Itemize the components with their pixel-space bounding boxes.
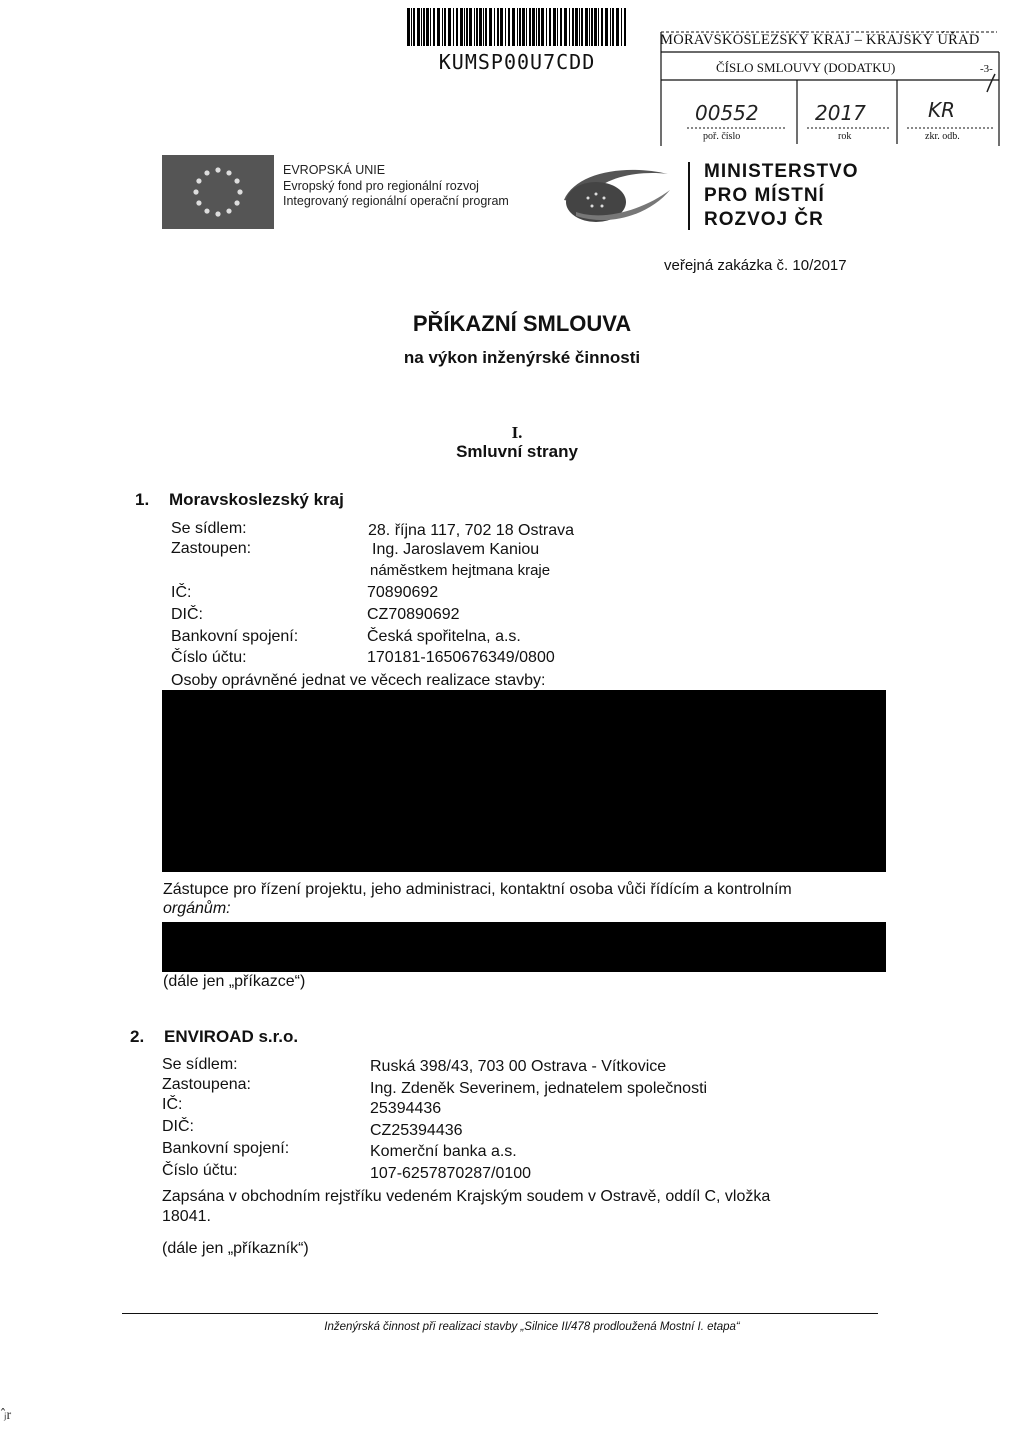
party-2-rep-label: Zastoupena: [162, 1076, 251, 1093]
party-2-ic: 25394436 [370, 1100, 442, 1117]
stamp-year: 2017 [815, 101, 866, 125]
barcode-bar [549, 8, 551, 46]
eu-star-icon [215, 211, 220, 216]
stamp-page-mark: -3- [980, 63, 993, 75]
eu-star-icon [237, 189, 242, 194]
party-1-ic: 70890692 [367, 584, 439, 601]
section-title: Smluvní strany [456, 442, 578, 461]
barcode-bar [553, 8, 556, 46]
barcode-bar [601, 8, 603, 46]
barcode-bar [479, 8, 482, 46]
party-2-register-line-2: 18041. [162, 1208, 211, 1225]
barcode-bar [572, 8, 574, 46]
document-subtitle: na výkon inženýrské činnosti [403, 348, 641, 367]
party-1-rep-label: Zastoupen: [171, 540, 252, 557]
party-1-acct: 170181-1650676349/0800 [367, 649, 555, 666]
ministry-divider [688, 162, 690, 230]
ministry-line-3: ROZVOJ ČR [704, 209, 824, 230]
barcode-bar [564, 8, 567, 46]
barcode-bar [579, 8, 580, 46]
barcode-bar [497, 8, 499, 46]
party-1-rep-role: náměstkem hejtmana kraje [370, 562, 551, 579]
barcode-bar [517, 8, 518, 46]
barcode-bar [423, 8, 425, 46]
party-1-dic-label: DIČ: [171, 606, 203, 623]
party-1-authorized: Osoby oprávněné jednat ve věcech realizace stavby: [171, 672, 546, 689]
barcode-bar [585, 8, 588, 46]
barcode-bar [581, 8, 583, 46]
party-1-bank-label: Bankovní spojení: [171, 628, 299, 645]
tender-number: veřejná zakázka č. 10/2017 [664, 257, 847, 274]
barcode-bar [532, 8, 535, 46]
party-2-seat-label: Se sídlem: [162, 1056, 238, 1073]
party-2-name: ENVIROAD s.r.o. [164, 1027, 299, 1046]
barcode-bar [483, 8, 484, 46]
stamp-label-number: poř. číslo [703, 131, 741, 142]
ministry-line-2: PRO MÍSTNÍ [704, 185, 825, 206]
party-1-dic: CZ70890692 [367, 606, 460, 623]
stamp-title: MORAVSKOSLEZSKÝ KRAJ – KRAJSKÝ ÚŘAD [660, 32, 980, 48]
barcode-bar [591, 8, 593, 46]
redaction-block [162, 690, 886, 872]
party-1-number: 1. [135, 490, 150, 509]
party-1-seat: 28. října 117, 702 18 Ostrava [368, 522, 575, 539]
party-2-acct-label: Číslo účtu: [162, 1162, 238, 1179]
footer-text: Inženýrská činnost při realizaci stavby „Silnice II/478 prodloužená Mostní I. etapa“ [324, 1321, 740, 1333]
party-2-register-line-1: Zapsána v obchodním rejstříku vedeném Krajským soudem v Ostravě, oddíl C, vložka [162, 1188, 771, 1205]
eu-star-icon [204, 208, 209, 213]
barcode-bar [489, 8, 492, 46]
party-2-dic-label: DIČ: [162, 1118, 194, 1135]
stamp-dept: KR [928, 98, 956, 122]
barcode-bar [456, 8, 458, 46]
eu-star-icon [204, 170, 209, 175]
party-2-bank: Komerční banka a.s. [370, 1143, 517, 1160]
barcode-bar [560, 8, 562, 46]
redaction-block [162, 922, 886, 972]
eu-flag-icon [162, 155, 274, 229]
eu-star-icon [226, 170, 231, 175]
eu-star-icon [196, 200, 201, 205]
barcode-bar [522, 8, 525, 46]
barcode-bar [598, 8, 599, 46]
barcode-bar [411, 8, 412, 46]
eu-line-1: EVROPSKÁ UNIE [283, 163, 386, 177]
barcode-bar [464, 8, 465, 46]
barcode-bar [505, 8, 506, 46]
barcode-bar [538, 8, 540, 46]
barcode-bar [536, 8, 537, 46]
barcode [405, 8, 629, 46]
ministry-name [704, 160, 859, 232]
barcode-bar [569, 8, 570, 46]
eu-line-2: Evropský fond pro regionální rozvoj [283, 178, 479, 193]
party-2-bank-label: Bankovní spojení: [162, 1140, 290, 1157]
eu-star-icon [196, 178, 201, 183]
party-1-name: Moravskoslezský kraj [169, 490, 344, 509]
party-1-alias: (dále jen „příkazce“) [163, 973, 306, 990]
barcode-bar [433, 8, 435, 46]
barcode-bar [526, 8, 527, 46]
eu-program-text [283, 163, 509, 210]
barcode-bar [460, 8, 463, 46]
barcode-bar [426, 8, 429, 46]
stamp-subtitle: ČÍSLO SMLOUVY (DODATKU) [716, 60, 896, 75]
barcode-bar [519, 8, 521, 46]
barcode-bar [616, 8, 619, 46]
barcode-bar [442, 8, 443, 46]
eu-star-icon [234, 200, 239, 205]
barcode-bar [500, 8, 503, 46]
party-2-acct: 107-6257870287/0100 [370, 1165, 532, 1182]
barcode-bar [485, 8, 487, 46]
party-1-contact-line-1: Zástupce pro řízení projektu, jeho administraci, kontaktní osoba vůči řídícím a kontrolním [163, 881, 792, 898]
stamp-label-year: rok [838, 131, 852, 142]
barcode-bar [575, 8, 578, 46]
party-1-ic-label: IČ: [171, 584, 192, 601]
barcode-bar [444, 8, 446, 46]
barcode-bar [546, 8, 547, 46]
party-2-heading [130, 1027, 298, 1047]
barcode-bar [541, 8, 544, 46]
corner-mark: ⱼ̂r [4, 1408, 12, 1423]
party-2-dic: CZ25394436 [370, 1122, 463, 1139]
barcode-bar [407, 8, 410, 46]
footer-rule [122, 1313, 878, 1314]
barcode-bar [476, 8, 478, 46]
eu-star-icon [215, 167, 220, 172]
barcode-bar [605, 8, 608, 46]
barcode-bar [421, 8, 422, 46]
barcode-bar [612, 8, 614, 46]
barcode-bar [512, 8, 515, 46]
barcode-bar [529, 8, 531, 46]
party-1-rep: Ing. Jaroslavem Kaniou [372, 541, 540, 558]
party-1-contact-line-2: orgánům: [163, 900, 231, 917]
barcode-bar [621, 8, 622, 46]
barcode-bar [437, 8, 440, 46]
party-2-ic-label: IČ: [162, 1096, 183, 1113]
barcode-bar [557, 8, 558, 46]
barcode-bar [448, 8, 451, 46]
party-2-rep: Ing. Zdeněk Severinem, jednatelem společnosti [370, 1080, 708, 1097]
party-1-seat-label: Se sídlem: [171, 520, 247, 537]
stamp-label-dept: zkr. odb. [925, 131, 960, 142]
document-title: PŘÍKAZNÍ SMLOUVA [412, 311, 632, 336]
barcode-bar [624, 8, 626, 46]
barcode-bar [474, 8, 475, 46]
barcode-bar [610, 8, 611, 46]
barcode-bar [589, 8, 590, 46]
barcode-bar [494, 8, 495, 46]
party-2-seat: Ruská 398/43, 703 00 Ostrava - Vítkovice [370, 1058, 667, 1075]
barcode-text: KUMSP00U7CDD [438, 50, 596, 74]
party-2-alias: (dále jen „příkazník“) [162, 1240, 309, 1257]
barcode-bar [469, 8, 472, 46]
eu-star-icon [234, 178, 239, 183]
party-1-heading [135, 490, 344, 510]
ministry-logo-icon [556, 160, 676, 226]
party-1-bank: Česká spořitelna, a.s. [367, 628, 521, 645]
eu-line-3: Integrovaný regionální operační program [283, 194, 509, 208]
barcode-bar [453, 8, 454, 46]
eu-star-icon [226, 208, 231, 213]
barcode-bar [417, 8, 420, 46]
barcode-bar [508, 8, 510, 46]
section-number: I. [511, 423, 523, 442]
barcode-bar [466, 8, 468, 46]
barcode-bar [594, 8, 597, 46]
stamp-contract-number: 00552 [695, 101, 759, 125]
ministry-line-1: MINISTERSTVO [704, 161, 859, 182]
party-2-number: 2. [130, 1027, 145, 1046]
barcode-bar [413, 8, 415, 46]
eu-star-icon [193, 189, 198, 194]
party-1-acct-label: Číslo účtu: [171, 649, 247, 666]
barcode-bar [430, 8, 431, 46]
